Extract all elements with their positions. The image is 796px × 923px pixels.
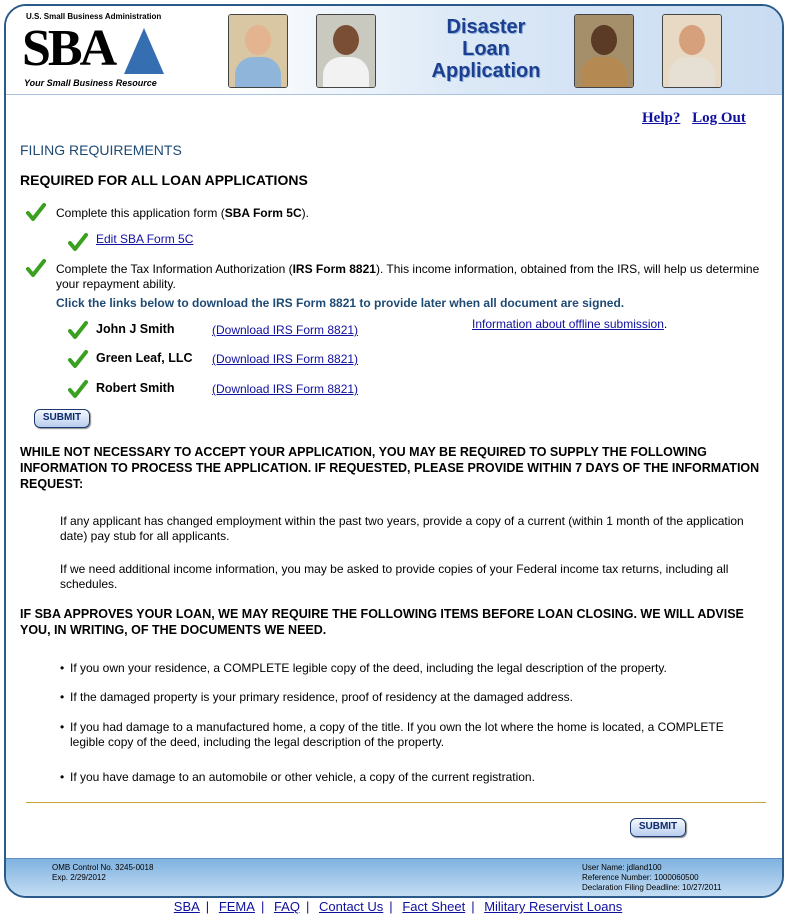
signer-download-wrapper (212, 352, 358, 367)
item-sba-form: Complete this application form (SBA Form 5C). (56, 206, 309, 220)
photo-man-worker (574, 14, 634, 88)
sba-logo: SBA (22, 20, 115, 77)
nav-link-contact[interactable]: Contact Us (318, 899, 384, 914)
nav-link-fema[interactable]: FEMA (218, 899, 255, 914)
check-icon (68, 320, 88, 340)
signer-download-wrapper (212, 323, 358, 338)
check-icon (26, 258, 46, 278)
nav-link-fact-sheet[interactable]: Fact Sheet (402, 899, 466, 914)
offline-info: Information about offline submission. (472, 317, 668, 331)
submit-button[interactable]: SUBMIT (34, 409, 90, 428)
sba-tagline: Your Small Business Resource (24, 78, 157, 88)
signer-name: Robert Smith (96, 381, 175, 395)
omb-info: OMB Control No. 3245-0018 Exp. 2/29/2012 (52, 863, 154, 882)
photo-woman-chef (316, 14, 376, 88)
closing-item: • If the damaged property is your primary residence, proof of residency at the damaged address. (70, 690, 770, 705)
submit-button-bottom[interactable]: SUBMIT (630, 818, 686, 837)
bottom-nav: SBA | FEMA | FAQ | Contact Us | Fact Sheet | Military Reservist Loans (173, 899, 623, 914)
download-irs-form-link[interactable]: (Download IRS Form 8821) (212, 323, 359, 337)
signer-download-wrapper (212, 382, 358, 397)
app-title: Disaster Loan Application (431, 16, 541, 82)
photo-woman-smiling (662, 14, 722, 88)
signer-name: Green Leaf, LLC (96, 351, 193, 365)
photo-man-smiling (228, 14, 288, 88)
nav-link-faq[interactable]: FAQ (273, 899, 300, 914)
download-note: Click the links below to download the IRS Form 8821 to provide later when all document are signed. (56, 296, 625, 310)
section-divider (26, 802, 766, 803)
edit-form-link-wrapper (96, 232, 193, 247)
closing-heading: IF SBA APPROVES YOUR LOAN, WE MAY REQUIRE THE FOLLOWING ITEMS BEFORE LOAN CLOSING. WE WILL ADVISE YOU, IN WRITING, OF THE DOCUMENTS WE NEED. (20, 607, 744, 637)
optional-item: If we need additional income information, you may be asked to provide copies of your Federal income tax returns, including all schedules. (60, 562, 729, 591)
check-icon (26, 202, 46, 222)
optional-item: If any applicant has changed employment within the past two years, provide a copy of a current (within 1 month of the application date) pay stub for all applicants. (60, 514, 744, 543)
session-info: User Name: jdland100 Reference Number: 1000060500 Declaration Filing Deadline: 10/27/2011 (582, 863, 722, 892)
offline-submission-link[interactable]: Information about offline submission (472, 317, 664, 331)
app-frame (4, 4, 784, 898)
closing-item: • If you had damage to a manufactured home, a copy of the title. If you own the lot where the home is located, a COMPLETE legible copy of the deed, including the legal description of the property. (70, 720, 750, 750)
page-footer (6, 858, 782, 897)
edit-sba-form-link[interactable]: Edit SBA Form 5C (96, 232, 194, 246)
optional-heading: WHILE NOT NECESSARY TO ACCEPT YOUR APPLICATION, YOU MAY BE REQUIRED TO SUPPLY THE FOLLOWING INFORMATION TO PROCESS THE APPLICATION. IF REQUESTED, PLEASE PROVIDE WITHIN 7 DAYS OF THE INFORMATION REQUEST: (20, 445, 760, 491)
required-heading: REQUIRED FOR ALL LOAN APPLICATIONS (20, 172, 308, 188)
closing-item: • If you own your residence, a COMPLETE legible copy of the deed, including the legal description of the property. (70, 661, 770, 676)
top-links (642, 110, 754, 127)
logout-link[interactable]: Log Out (692, 110, 746, 126)
signer-name: John J Smith (96, 322, 175, 336)
sba-logo-triangle-icon (124, 28, 164, 74)
download-irs-form-link[interactable]: (Download IRS Form 8821) (212, 352, 359, 366)
agency-name: U.S. Small Business Administration (26, 12, 162, 21)
nav-link-sba[interactable]: SBA (173, 899, 200, 914)
page-title: FILING REQUIREMENTS (20, 142, 182, 158)
page-header (6, 6, 782, 95)
closing-item: • If you have damage to an automobile or other vehicle, a copy of the current registration. (70, 770, 770, 785)
check-icon (68, 349, 88, 369)
help-link[interactable]: Help? (642, 110, 681, 126)
nav-link-military-loans[interactable]: Military Reservist Loans (484, 899, 623, 914)
check-icon (68, 232, 88, 252)
check-icon (68, 379, 88, 399)
download-irs-form-link[interactable]: (Download IRS Form 8821) (212, 382, 359, 396)
item-irs-form: Complete the Tax Information Authorization (IRS Form 8821). This income information, obtained from the IRS, will help us determine your repayment ability. (56, 262, 760, 291)
